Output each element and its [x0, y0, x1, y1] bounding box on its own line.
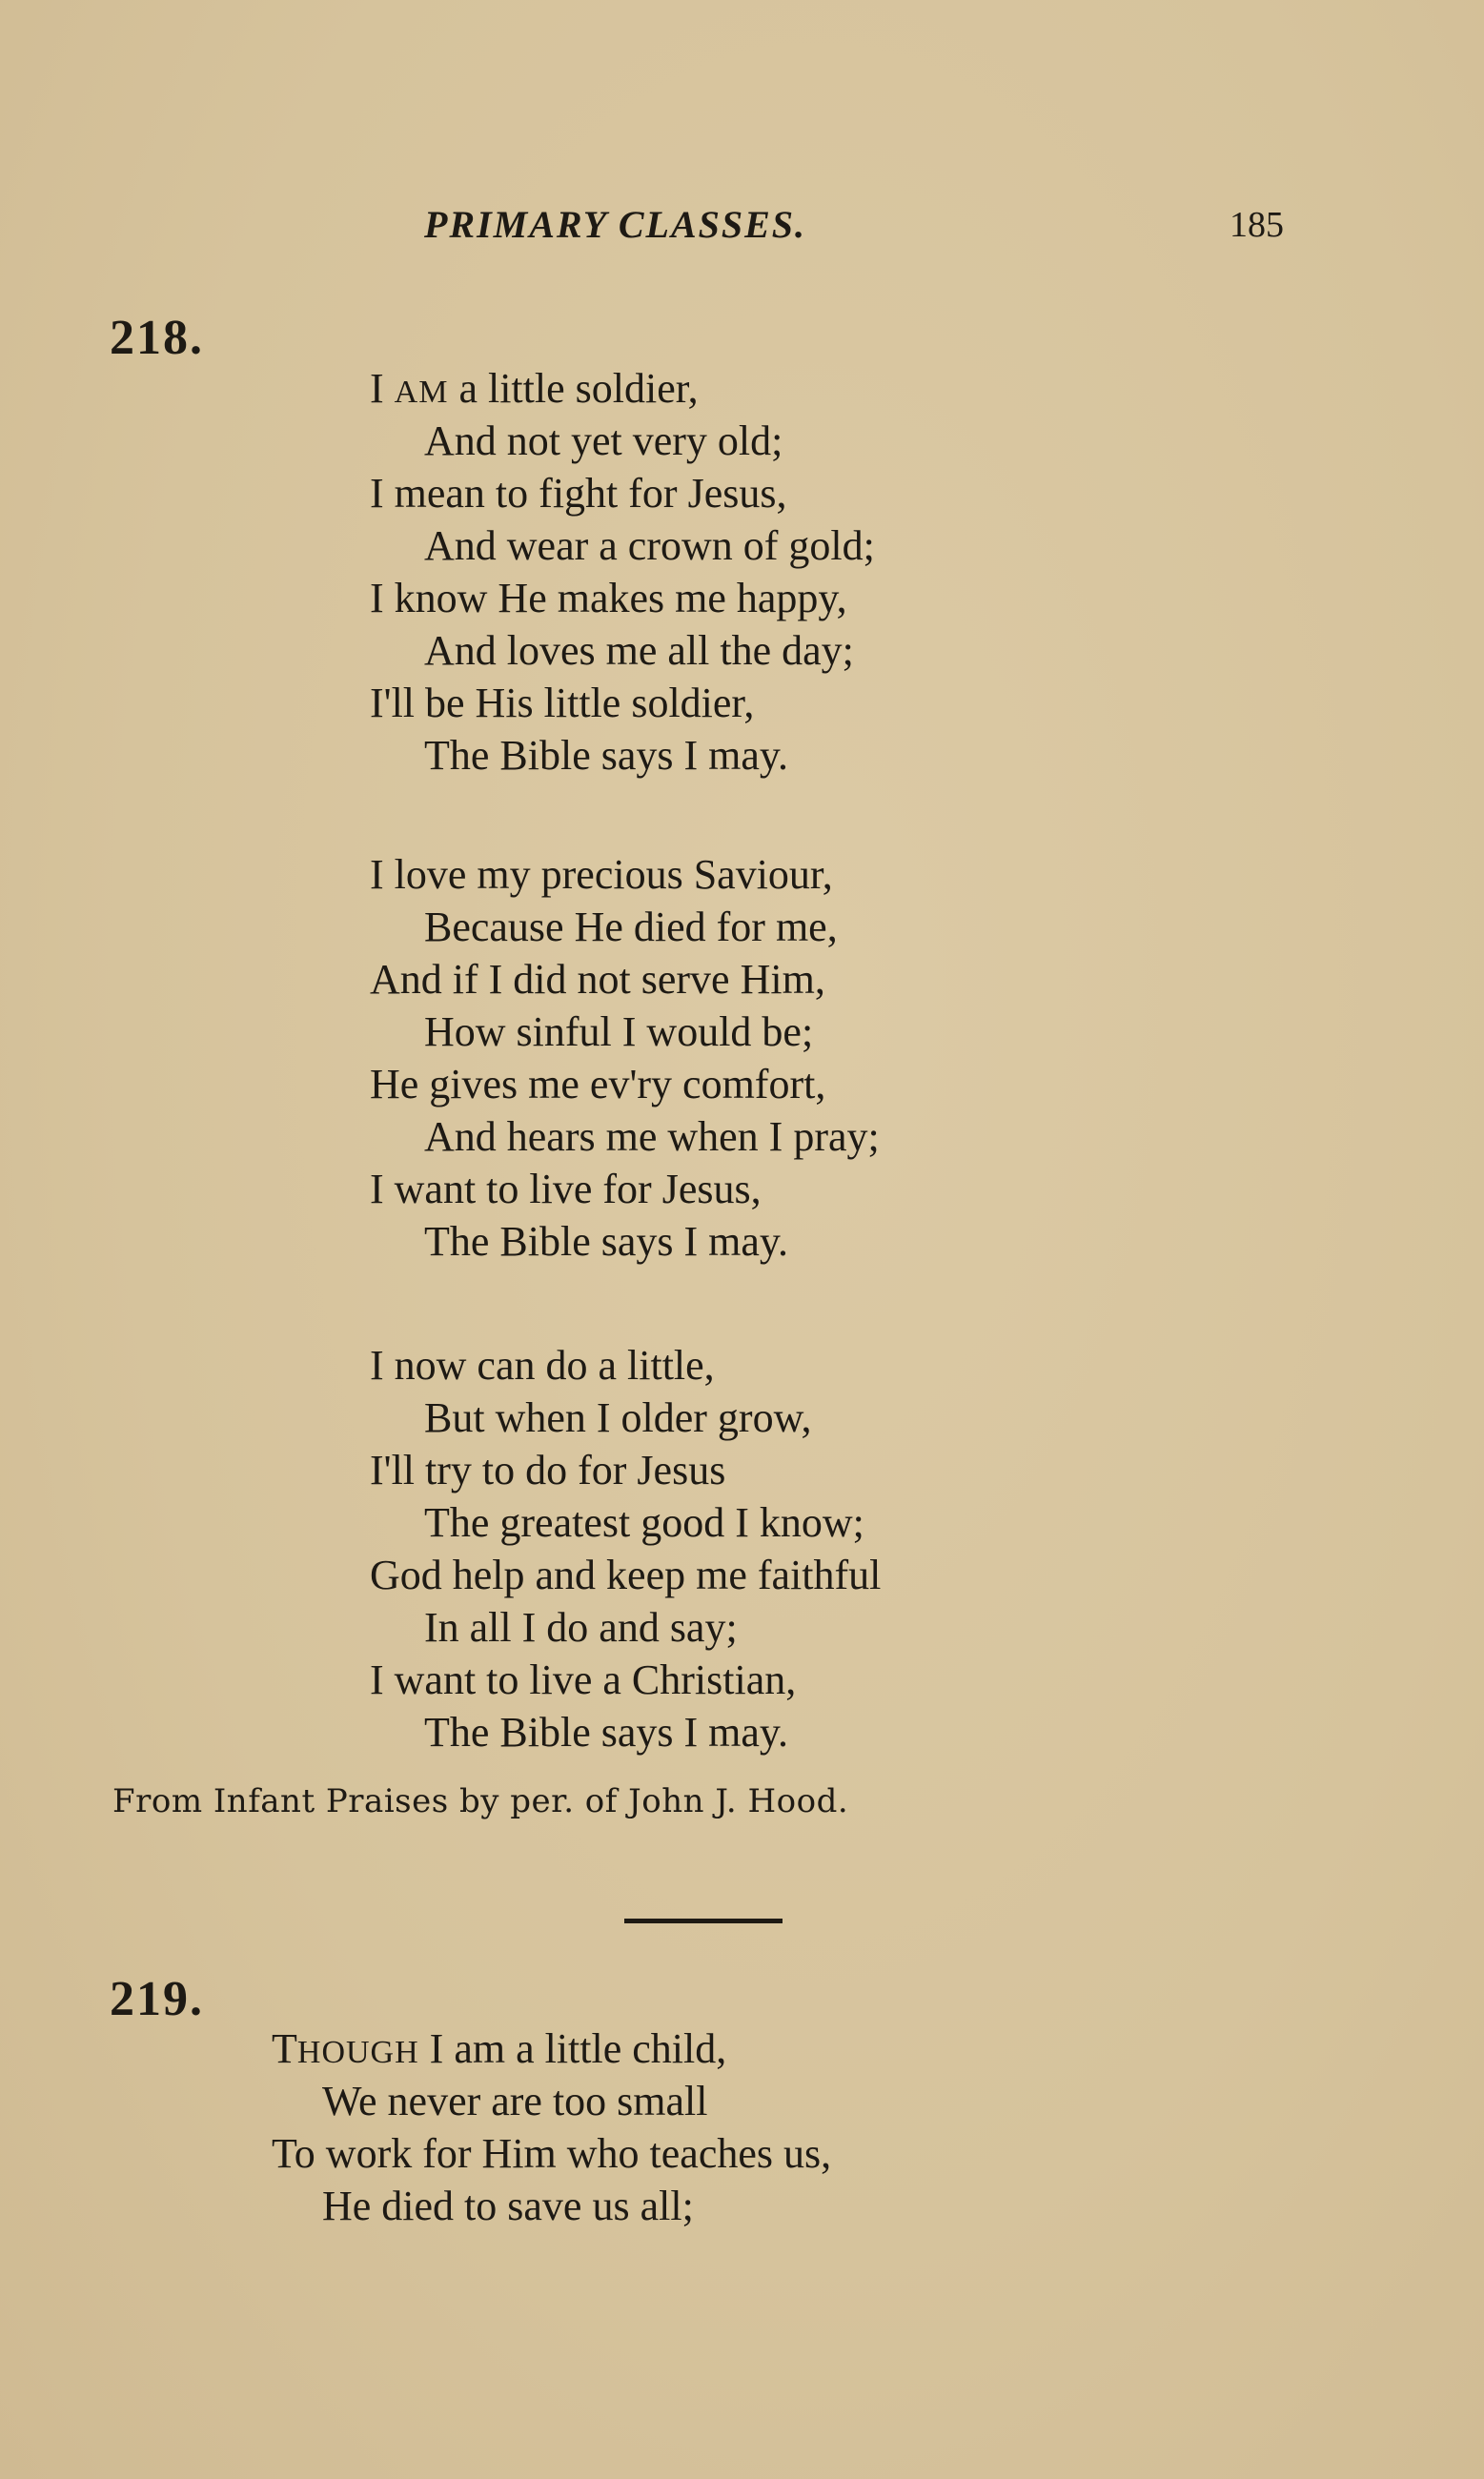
verse-line: Because He died for me, [424, 904, 838, 950]
verse-line: I now can do a little, [370, 1342, 715, 1389]
verse-line: And wear a crown of gold; [424, 522, 875, 569]
verse-line: I'll be His little soldier, [370, 680, 755, 726]
verse-line: We never are too small [322, 2078, 708, 2124]
page-number: 185 [1230, 205, 1284, 245]
verse-line: To work for Him who teaches us, [272, 2130, 832, 2177]
hymn-number: 218. [110, 311, 204, 365]
verse-line: The Bible says I may. [424, 1709, 789, 1756]
verse-line: THOUGH I am a little child, [272, 2025, 727, 2072]
verse-line: He died to save us all; [322, 2183, 694, 2229]
verse-line: He gives me ev'ry comfort, [370, 1061, 826, 1107]
verse-line: How sinful I would be; [424, 1008, 814, 1055]
verse-line: I AM a little soldier, [370, 365, 699, 412]
verse-line: I mean to fight for Jesus, [370, 470, 787, 517]
verse-line: I'll try to do for Jesus [370, 1447, 726, 1493]
verse-line: But when I older grow, [424, 1394, 812, 1441]
verse-line: And if I did not serve Him, [370, 956, 825, 1003]
verse-line: I love my precious Saviour, [370, 851, 833, 898]
verse-line: I want to live a Christian, [370, 1656, 797, 1703]
verse-line: God help and keep me faithful [370, 1552, 882, 1598]
verse-line: In all I do and say; [424, 1604, 738, 1651]
verse-line: And not yet very old; [424, 417, 783, 464]
verse-line: And hears me when I pray; [424, 1113, 880, 1160]
verse-line: The Bible says I may. [424, 1218, 789, 1265]
running-head: PRIMARY CLASSES. [424, 203, 807, 246]
hymn-number: 219. [110, 1972, 204, 2026]
verse-line: And loves me all the day; [424, 627, 854, 674]
verse-line: I know He makes me happy, [370, 575, 847, 621]
hymn-credit: From Infant Praises by per. of John J. Hood. [112, 1782, 849, 1820]
verse-line: I want to live for Jesus, [370, 1166, 762, 1212]
section-divider [624, 1919, 783, 1923]
verse-line: The greatest good I know; [424, 1499, 864, 1546]
verse-line: The Bible says I may. [424, 732, 789, 779]
